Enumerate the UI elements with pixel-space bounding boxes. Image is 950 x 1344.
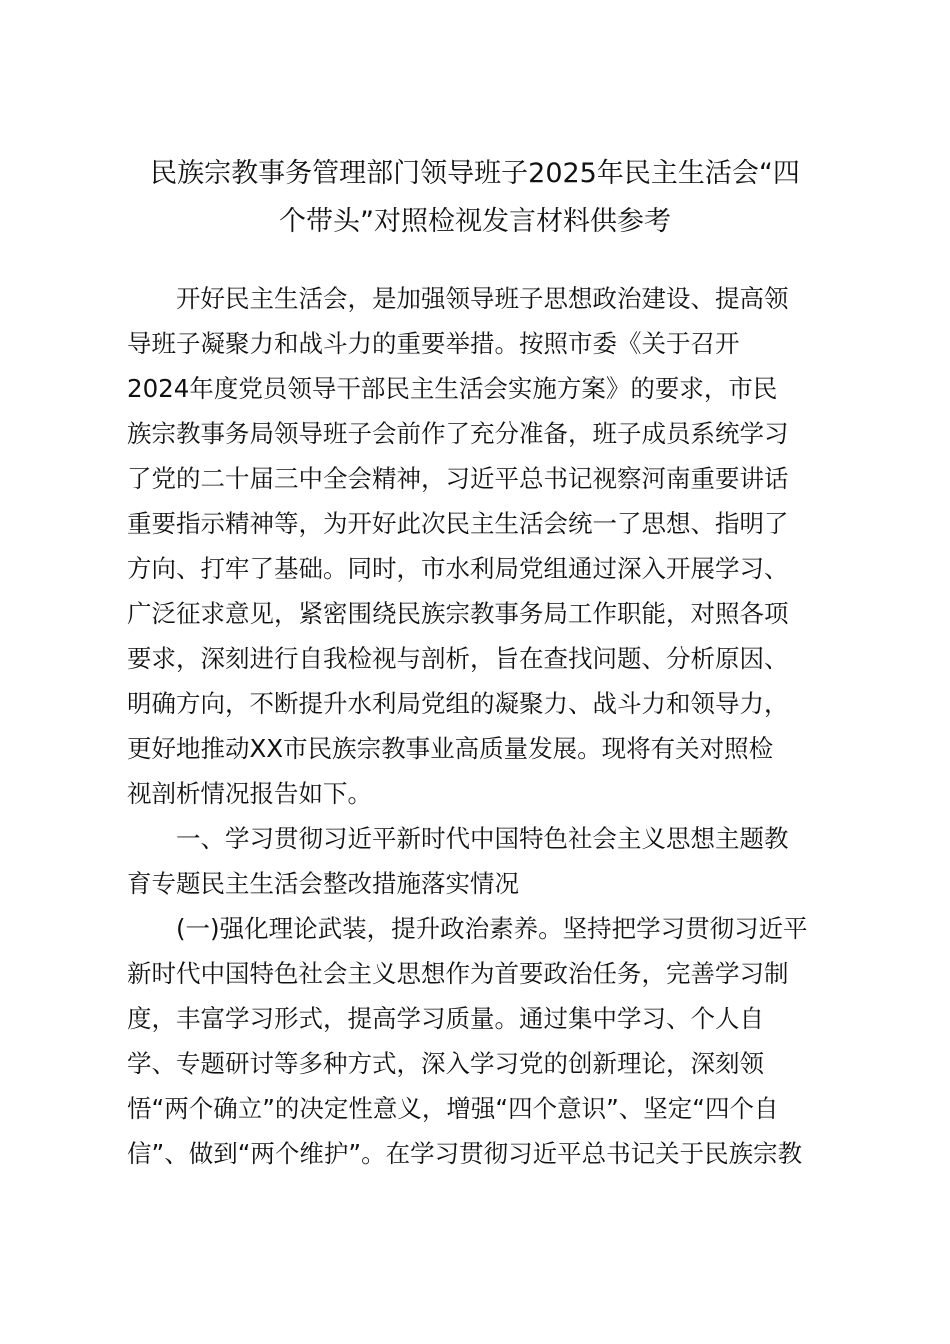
section-heading bbox=[127, 816, 847, 906]
document-body bbox=[127, 276, 847, 1176]
text-line: 学、专题研讨等多种方式，深入学习党的创新理论，深刻领 bbox=[127, 1049, 764, 1078]
title-line: 个带头”对照检视发言材料供参考 bbox=[279, 206, 671, 237]
paragraph-subsection-1 bbox=[127, 906, 847, 1176]
text-line: 要求，深刻进行自我检视与剖析，旨在查找问题、分析原因、 bbox=[127, 644, 789, 673]
title-line: 民族宗教事务管理部门领导班子2025年民主生活会“四 bbox=[150, 158, 800, 189]
text-line: 悟“两个确立”的决定性意义，增强“四个意识”、坚定“四个自 bbox=[127, 1094, 779, 1123]
paragraph-intro bbox=[127, 276, 847, 816]
text-line: 度，丰富学习形式，提高学习质量。通过集中学习、个人自 bbox=[127, 1004, 764, 1033]
text-line: 导班子凝聚力和战斗力的重要举措。按照市委《关于召开 bbox=[127, 329, 740, 358]
text-line: 明确方向，不断提升水利局党组的凝聚力、战斗力和领导力， bbox=[127, 689, 789, 718]
text-line: 广泛征求意见，紧密围绕民族宗教事务局工作职能，对照各项 bbox=[127, 599, 789, 628]
text-line: 一、学习贯彻习近平新时代中国特色社会主义思想主题教 bbox=[176, 824, 789, 853]
text-line: 新时代中国特色社会主义思想作为首要政治任务，完善学习制 bbox=[127, 959, 789, 988]
text-line: 信”、做到“两个维护”。在学习贯彻习近平总书记关于民族宗教 bbox=[127, 1139, 803, 1168]
text-line: 开好民主生活会，是加强领导班子思想政治建设、提高领 bbox=[176, 284, 789, 313]
text-line: 视剖析情况报告如下。 bbox=[127, 779, 372, 808]
document-title bbox=[100, 150, 850, 246]
text-line: 族宗教事务局领导班子会前作了充分准备，班子成员系统学习 bbox=[127, 419, 789, 448]
text-line: 育专题民主生活会整改措施落实情况 bbox=[127, 869, 519, 898]
text-line: 重要指示精神等，为开好此次民主生活会统一了思想、指明了 bbox=[127, 509, 789, 538]
text-line: 2024年度党员领导干部民主生活会实施方案》的要求，市民 bbox=[127, 374, 778, 403]
text-line: 了党的二十届三中全会精神，习近平总书记视察河南重要讲话 bbox=[127, 464, 789, 493]
text-line: 更好地推动XX市民族宗教事业高质量发展。现将有关对照检 bbox=[127, 734, 774, 763]
text-line: (一)强化理论武装，提升政治素养。坚持把学习贯彻习近平 bbox=[176, 914, 808, 943]
text-line: 方向、打牢了基础。同时，市水利局党组通过深入开展学习、 bbox=[127, 554, 789, 583]
